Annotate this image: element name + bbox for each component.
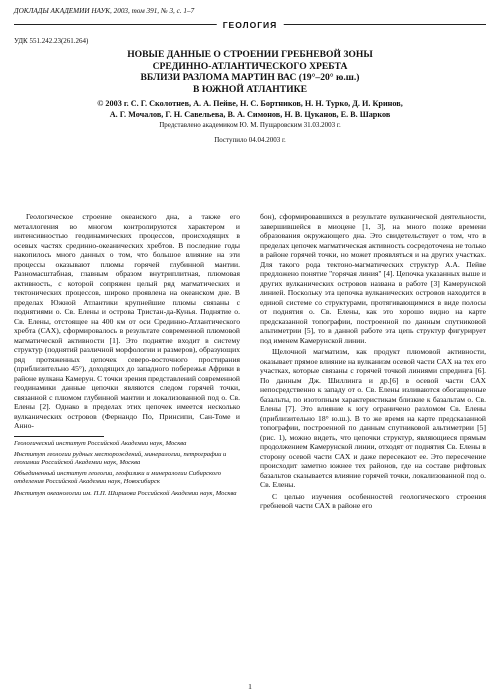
running-head: ДОКЛАДЫ АКАДЕМИИ НАУК, 2003, том 391, № 3, с. 1–7 [14,7,195,15]
udc-code: УДК 551.242.23(261.264) [14,37,89,45]
left-column [14,212,240,670]
received-date: Поступило 04.04.2003 г. [214,136,286,145]
title-line: СРЕДИННО-АТЛАНТИЧЕСКОГО ХРЕБТА [152,60,348,72]
affiliation: Объединенный институт геологии, геофизики и минералогии Сибирского отделения Российской Академии наук, Новосибирск [14,470,222,486]
body-paragraph: Щелочной магматизм, как продукт плюмовой активности, оказывает прямое влияние на вулканизм осевой части САХ на тех его участках, которые связаны с горячей точкой линиями спрединга [6]. По данным Дж. Шиллинга и др.[6] в осевой части САХ непосредственно к западу от о. Св. Елены изливаются обогащенные базальты, по изотопным характеристикам близкие к базальтам о. Св. Елены [7]. Это влияние к югу ограничено разломом Св. Елены (приблизительно 18° ю.ш.). В то же время на карте предсказанной топографии, построенной по данным спутниковой альтиметрии [5] (рис. 1), можно видеть, что цепочки структур, являющиеся прямым продолжением Камерунской линии, отходят от поднятия Св. Елены в сторону осевой части САХ и даже пересекают ее. Это пересечение происходит заметно южнее тех районов, где на составе рифтовых базальтов сказывается влияние горячей точки, локализованной под о. Св. Елены. [260,347,486,489]
affiliation: Институт океанологии им. П.П. Ширшова Российской Академии наук, Москва [14,489,237,497]
right-column [260,212,486,670]
article-title [14,49,486,95]
author-line: А. Г. Мочалов, Г. Н. Савельева, В. А. Симонов, Н. В. Цуканов, Е. В. Шарков [109,109,391,119]
article-body [14,212,486,670]
author-line: © 2003 г. С. Г. Сколотнев, А. А. Пейве, Н. С. Бортников, Н. Н. Турко, Д. И. Кринов, [97,99,403,109]
title-line: В ЮЖНОЙ АТЛАНТИКЕ [193,83,307,95]
title-line: НОВЫЕ ДАННЫЕ О СТРОЕНИИ ГРЕБНЕВОЙ ЗОНЫ [127,49,373,60]
body-paragraph: С целью изучения особенностей геологического строения гребневой части САХ в районе его [260,491,486,510]
body-paragraph: Геологическое строение океанского дна, а также его металлогения во многом контролируются характером и интенсивностью геодинамических процессов, происходящих в осевых частях срединно-океанических хребтов. В последние годы накопилось много данных о том, что большое влияние на эти процессы оказывают плюмы горячей глубинной мантии. Разномасштабная, главным образом внутриплитная, плюмовая активность, с которой сопряжен целый ряд магматических и тектонических процессов, широко проявлена на океанском дне. В пределах Южной Атлантики крупнейшие плюмы связаны с поднятиями о. Св. Елены и острова Тристан-да-Кунья. Поднятие о. Св. Елены, отстоящее на 400 км от оси Срединно-Атлантического хребта (САХ), сформировалось в результате современной плюмовой магматической активности [1]. Это поднятие входит в систему структур (поднятий различной морфологии и размеров), образующих ряд протяженных цепочек северо-восточного простирания (приблизительно 45°), доходящих до западного побережья Африки в районе вулкана Камерун. С точки зрения представлений современной геодинамики данные цепочки являются следом горячей точки, связанной с плюмом глубинной мантии и локализованной под о. Св. Елены [2]. Однако в пределах этих цепочек имеется несколько вулканических островов (Фернандо По, Принсипи, Сан-Томе и Анно- [14,212,240,430]
affiliation: Геологический институт Российской Академии наук, Москва [14,439,187,447]
presented-by: Представлено академиком Ю. М. Пущаровским 31.03.2003 г. [159,121,341,130]
section-heading [14,19,486,31]
body-paragraph: бон), сформировавшихся в результате вулканической деятельности, завершившейся в миоцене [1, 3], на много позже времени образования окружающего дна. Это свидетельствует о том, что в пределах цепочек магматическая активность сосредоточена не только в районе горячей точки, но может проявляться и на других участках. Для такого рода тектоно-магматических структур А.А. Пейве предложено понятие "горячая линия" [4]. Цепочка указанных выше и других вулканических островов названа в работе [3] Камерунской линией. Поскольку эта цепочка вулканических островов находится в единой системе со структурами, протягивающимися в виде полосы от поднятия о. Св. Елены, как это хорошо видно на карте предсказанной топографии, построенной по данным спутниковой альтиметрии [5], то в данной работе эта цепь структур фигурирует под именем Камерунской линии. [260,212,486,345]
author-list [14,99,486,120]
page-number: 1 [248,682,252,691]
footnote-rule [14,436,104,437]
affiliation: Институт геологии рудных месторождений, минералогии, петрографии и геохимии Российской Академии наук, Москва [14,450,227,466]
title-line: ВБЛИЗИ РАЗЛОМА МАРТИН ВАС (19°–20° ю.ш.) [140,72,360,84]
section-label: ГЕОЛОГИЯ [217,19,284,31]
